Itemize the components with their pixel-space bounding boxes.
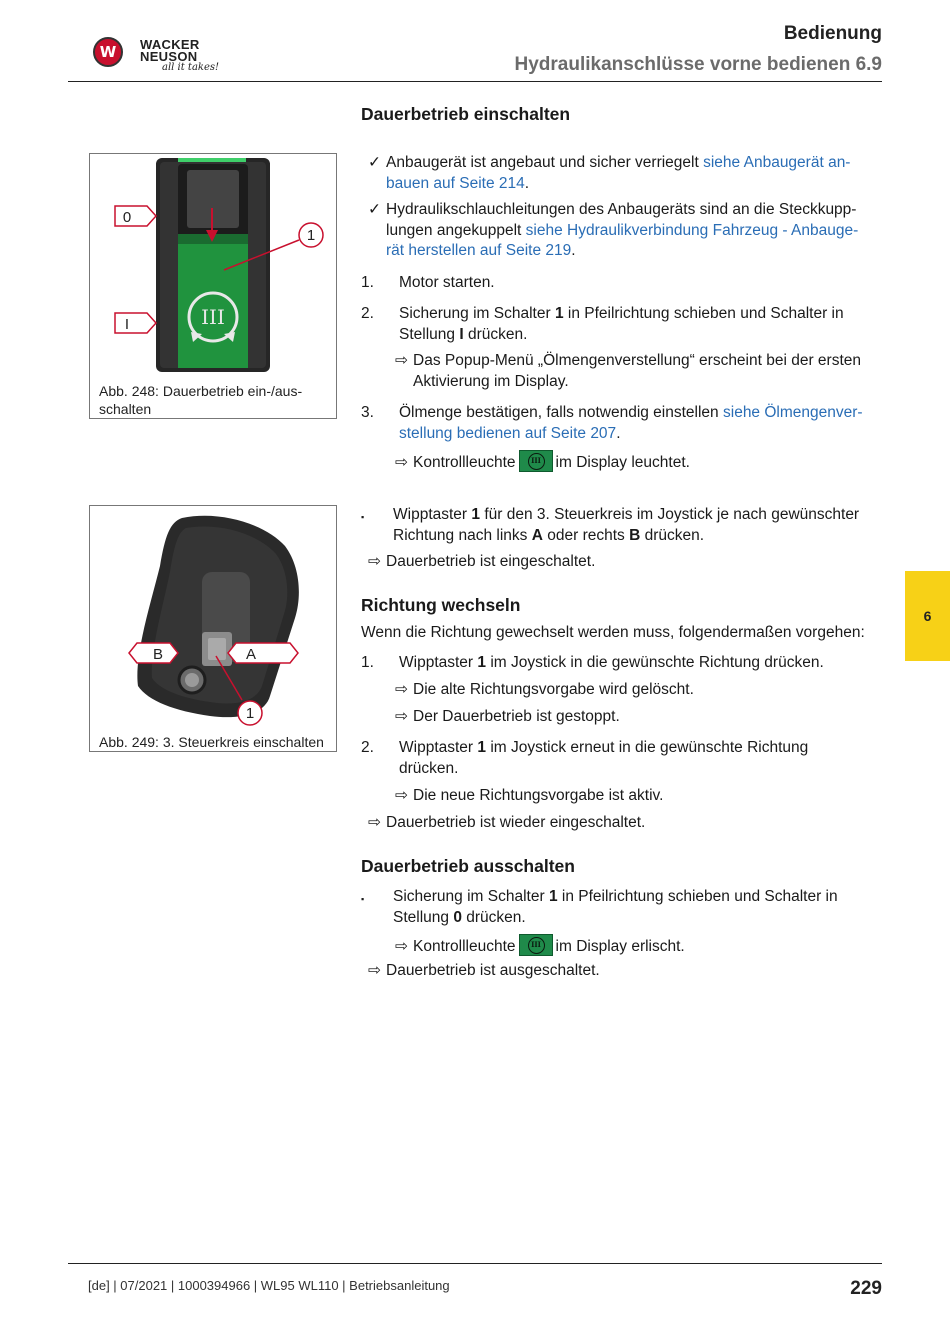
indicator-lamp-icon (519, 450, 553, 472)
caption-line: Abb. 248: Dauerbetrieb ein-/aus- (99, 383, 303, 399)
section-heading: Richtung wechseln (361, 595, 521, 615)
cross-reference-link[interactable]: siehe Anbaugerät an- (703, 154, 851, 171)
text: im Display erlischt. (555, 938, 685, 955)
text: Wipptaster (399, 654, 474, 671)
bullet-item (361, 887, 883, 928)
footer-divider (68, 1263, 882, 1264)
text: oder rechts (547, 526, 625, 544)
result-item (368, 813, 883, 834)
text: A (531, 526, 543, 544)
brand-name-line2: NEUSON (140, 49, 198, 64)
step-item (361, 653, 883, 674)
text: Die alte Richtungsvorgabe wird gelöscht. (413, 681, 694, 698)
text: 0 (453, 908, 462, 926)
text: 1 (477, 739, 487, 756)
text: Sicherung im Schalter (399, 305, 551, 322)
callout-A: A (245, 646, 257, 663)
bullet-item (361, 505, 883, 546)
check-icon: ✓ (368, 201, 381, 218)
cross-reference-link[interactable]: rät herstellen auf Seite 219 (386, 242, 572, 259)
text: Motor starten. (399, 274, 495, 291)
text: 1 (471, 506, 481, 523)
indicator-lamp-icon (519, 934, 553, 956)
brand-name-line1: WACKER (140, 37, 200, 52)
step-item (361, 273, 883, 294)
callout-1: 1 (245, 705, 255, 722)
text: Richtung nach links (393, 526, 528, 544)
step-item (361, 304, 883, 345)
precondition-item: ✓ Anbaugerät ist angebaut und sicher verriegelt siehe Anbaugerät an- bauen auf Seite 214. (368, 154, 851, 192)
text: Sicherung im Schalter (393, 888, 545, 905)
text: im Display leuchtet. (555, 454, 690, 471)
logo-w-icon: W (99, 43, 117, 61)
callout-B: B (152, 646, 164, 663)
result-item (395, 680, 883, 701)
cross-reference-link[interactable]: bauen auf Seite 214 (386, 174, 525, 192)
text: Dauerbetrieb ist ausgeschaltet. (386, 962, 600, 979)
text: in Pfeilrichtung schieben und Schalter in (567, 305, 844, 322)
caption-line: schalten (99, 401, 152, 417)
text: Stellung (393, 908, 450, 926)
roman-three-symbol: III (528, 453, 545, 470)
figure-caption: Abb. 249: 3. Steuerkreis einschalten (99, 734, 324, 750)
text: B (629, 526, 641, 544)
text: Hydraulikschlauchleitungen des Anbaugeräts sind an die Steckkupp- (386, 201, 857, 218)
brand-slogan: all it takes! (162, 62, 220, 73)
figure-joystick (89, 505, 337, 752)
result-item (368, 552, 883, 573)
figure-caption (99, 382, 302, 418)
section-intro: Wenn die Richtung gewechselt werden muss, folgendermaßen vorgehen: (361, 624, 865, 641)
cross-reference-link[interactable]: siehe Ölmengenver- (723, 404, 863, 421)
callout-0: 0 (122, 209, 132, 226)
result-item (395, 351, 883, 392)
text: Anbaugerät ist angebaut und sicher verriegelt (386, 154, 699, 171)
result-item (368, 961, 883, 982)
bullet-icon: ▪ (361, 894, 365, 904)
text: 1 (477, 654, 487, 671)
check-icon: ✓ (368, 154, 381, 171)
section-title: Hydraulikanschlüsse vorne bedienen 6.9 (514, 54, 882, 75)
figure-switch (89, 153, 337, 419)
result-arrow-icon: ⇨ (395, 708, 408, 725)
result-item (395, 707, 883, 728)
section-heading: Dauerbetrieb einschalten (361, 104, 571, 124)
result-arrow-icon: ⇨ (368, 814, 381, 831)
result-item (395, 450, 883, 474)
text: Aktivierung im Display. (413, 372, 569, 390)
text: Wipptaster (399, 739, 474, 756)
chapter-tab: 6 (905, 571, 950, 661)
callout-1: 1 (306, 227, 316, 244)
step-number: 1. (361, 654, 374, 671)
roman-three-symbol: III (201, 305, 225, 329)
text: Kontrollleuchte (413, 938, 516, 955)
text: lungen angekuppelt (386, 221, 522, 239)
result-arrow-icon: ⇨ (395, 352, 408, 369)
text: Dauerbetrieb ist wieder eingeschaltet. (386, 814, 646, 831)
result-item (395, 786, 883, 807)
step-item: 3. Ölmenge bestätigen, falls notwendig einstellen siehe Ölmengenver- stellung bedienen auf Seite 207. (361, 404, 863, 442)
text: Ölmenge bestätigen, falls notwendig einstellen (399, 404, 719, 421)
cross-reference-link[interactable]: siehe Hydraulikverbindung Fahrzeug - Anbauge- (525, 221, 859, 239)
section-heading: Dauerbetrieb ausschalten (361, 856, 575, 876)
header-divider (68, 81, 882, 82)
result-item (395, 934, 883, 958)
result-arrow-icon: ⇨ (368, 962, 381, 979)
text: drücken. (466, 908, 526, 926)
roman-three-symbol: III (528, 937, 545, 954)
step-number: 1. (361, 274, 374, 291)
step-item (361, 738, 883, 779)
step-number: 3. (361, 404, 374, 421)
result-arrow-icon: ⇨ (395, 938, 408, 955)
text: Die neue Richtungsvorgabe ist aktiv. (413, 787, 664, 804)
text: für den 3. Steuerkreis im Joystick je nach gewünschter (484, 506, 860, 523)
switch-illustration (90, 154, 336, 384)
callout-I: I (124, 316, 130, 333)
text: im Joystick in die gewünschte Richtung drücken. (490, 654, 824, 671)
text: im Joystick erneut in die gewünschte Richtung (490, 739, 809, 756)
result-arrow-icon: ⇨ (368, 553, 381, 570)
text: drücken. (467, 325, 528, 343)
text: I (459, 325, 464, 343)
text: 1 (548, 888, 558, 905)
step-number: 2. (361, 739, 374, 756)
page-number: 229 (850, 1278, 882, 1299)
chapter-title: Bedienung (783, 23, 882, 44)
brand-logo (93, 37, 123, 67)
text: Wipptaster (393, 506, 468, 523)
bullet-icon: ▪ (361, 512, 365, 522)
joystick-illustration (90, 506, 336, 731)
text: Stellung (399, 325, 456, 343)
text: drücken. (399, 759, 459, 777)
text: Dauerbetrieb ist eingeschaltet. (386, 553, 596, 570)
text: Das Popup-Menü „Ölmengenverstellung“ erscheint bei der ersten (413, 352, 862, 369)
text: Der Dauerbetrieb ist gestoppt. (413, 708, 620, 725)
footer-info: [de] | 07/2021 | 1000394966 | WL95 WL110 | Betriebsanleitung (88, 1278, 450, 1293)
result-arrow-icon: ⇨ (395, 787, 408, 804)
text: Kontrollleuchte (413, 454, 516, 471)
result-arrow-icon: ⇨ (395, 454, 408, 471)
text: 1 (554, 305, 564, 322)
text: in Pfeilrichtung schieben und Schalter in (561, 888, 838, 905)
result-arrow-icon: ⇨ (395, 681, 408, 698)
cross-reference-link[interactable]: stellung bedienen auf Seite 207 (399, 424, 617, 442)
text: drücken. (644, 526, 705, 544)
precondition-item: ✓ Hydraulikschlauchleitungen des Anbaugeräts sind an die Steckkupp- lungen angekuppelt siehe Hydraulikverbindung Fahrzeug - Anbauge- rät herstellen auf Seite 219. (368, 201, 859, 259)
step-number: 2. (361, 305, 374, 322)
